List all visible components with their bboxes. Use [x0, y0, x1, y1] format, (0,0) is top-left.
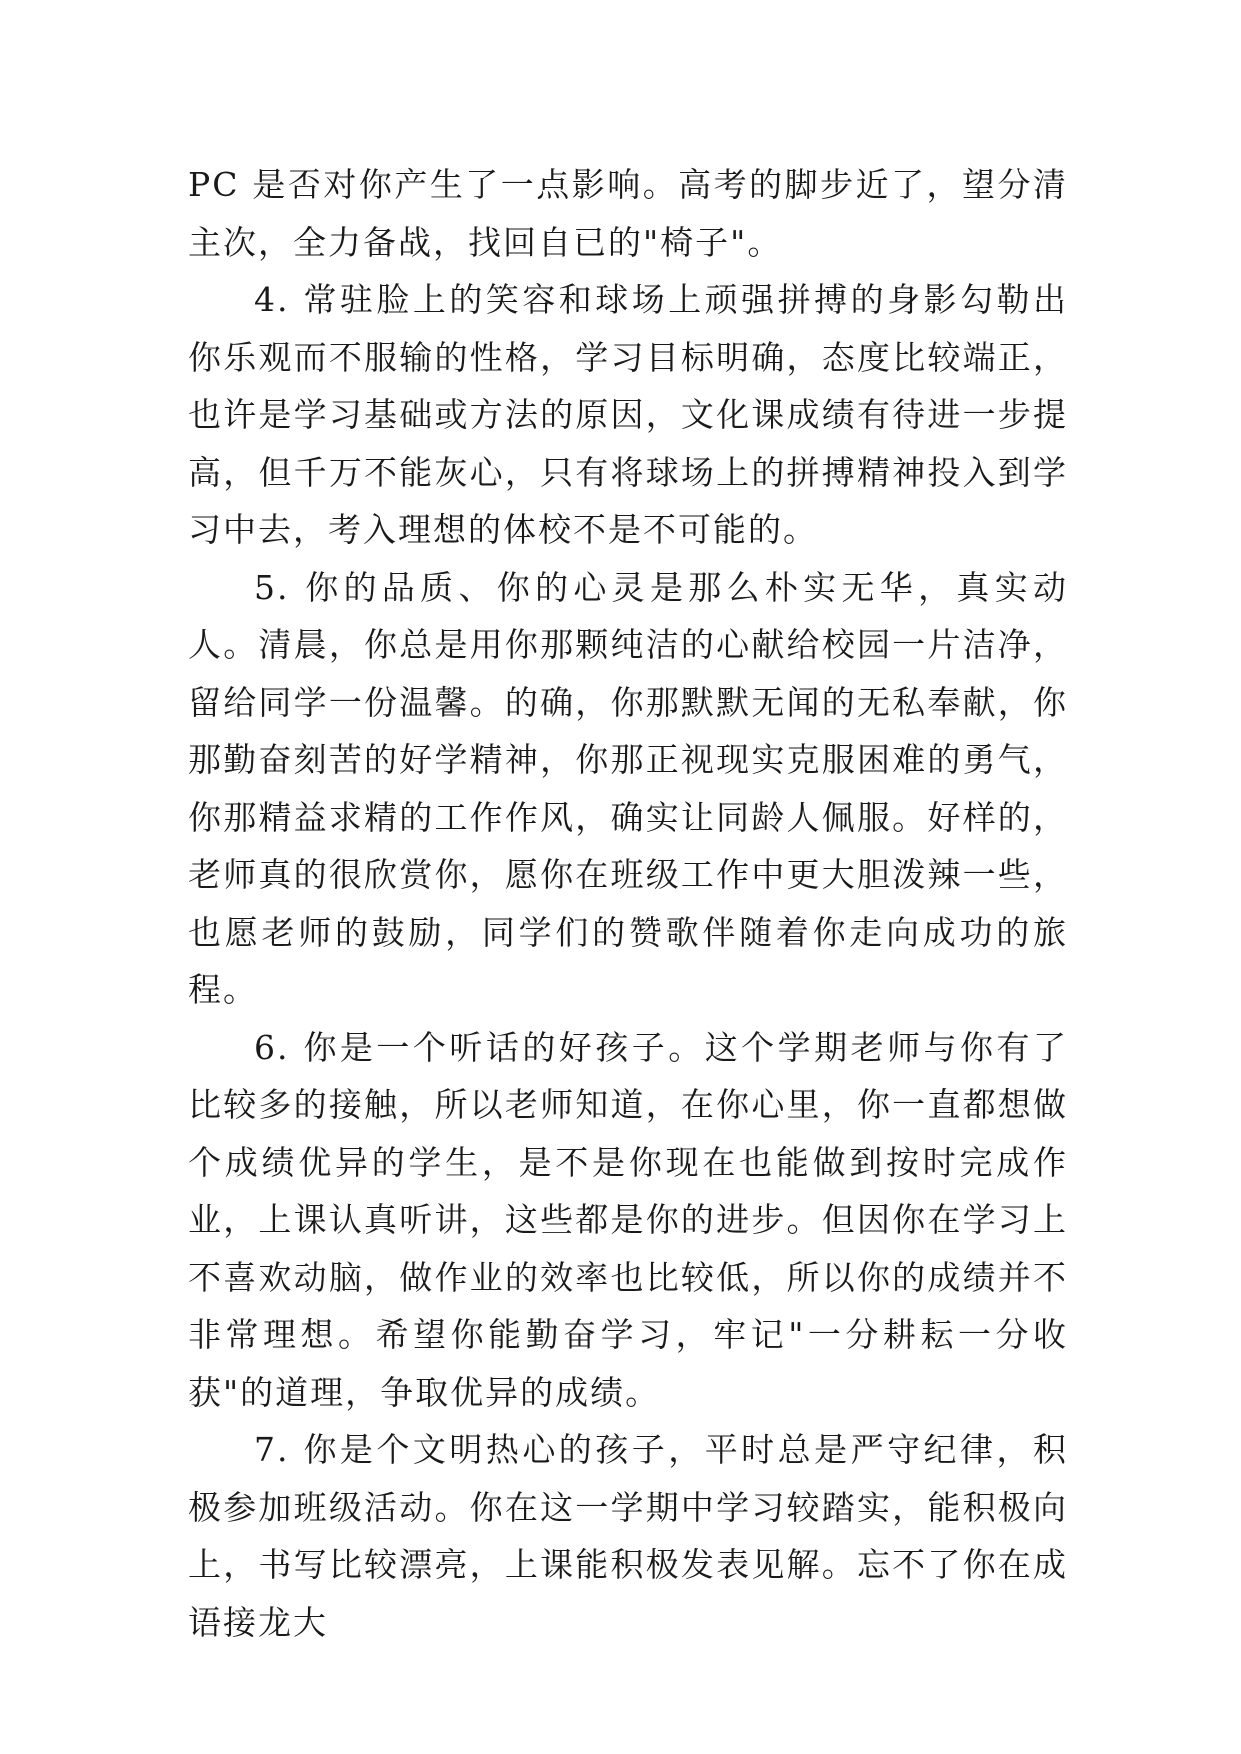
paragraph-comment-6: 6. 你是一个听话的好孩子。这个学期老师与你有了比较多的接触，所以老师知道，在你心里，你一直都想做个成绩优异的学生，是不是你现在也能做到按时完成作业，上课认真听讲，这些都是你的进步。但因你在学习上不喜欢动脑，做作业的效率也比较低，所以你的成绩并不非常理想。希望你能勤奋学习，牢记"一分耕耘一分收获"的道理，争取优异的成绩。: [188, 1027, 1068, 1412]
paragraph-comment-5: 5. 你的品质、你的心灵是那么朴实无华，真实动人。清晨，你总是用你那颗纯洁的心献给校园一片洁净，留给同学一份温馨。的确，你那默默无闻的无私奉献，你那勤奋刻苦的好学精神，你那正视现实克服困难的勇气，你那精益求精的工作作风，确实让同龄人佩服。好样的，老师真的很欣赏你，愿你在班级工作中更大胆泼辣一些，也愿老师的鼓励，同学们的赞歌伴随着你走向成功的旅程。: [188, 567, 1068, 1009]
paragraph-continuation: PC 是否对你产生了一点影响。高考的脚步近了，望分清主次，全力备战，找回自已的"椅子"。: [188, 165, 1068, 262]
paragraph-comment-7: 7. 你是个文明热心的孩子，平时总是严守纪律，积极参加班级活动。你在这一学期中学习较踏实，能积极向上，书写比较漂亮，上课能积极发表见解。忘不了你在成语接龙大: [188, 1430, 1068, 1642]
paragraph-comment-4: 4. 常驻脸上的笑容和球场上顽强拼搏的身影勾勒出你乐观而不服输的性格，学习目标明确，态度比较端正，也许是学习基础或方法的原因，文化课成绩有待进一步提高，但千万不能灰心，只有将球场上的拼搏精神投入到学习中去，考入理想的体校不是不可能的。: [188, 280, 1068, 549]
document-body: [188, 156, 1068, 1651]
